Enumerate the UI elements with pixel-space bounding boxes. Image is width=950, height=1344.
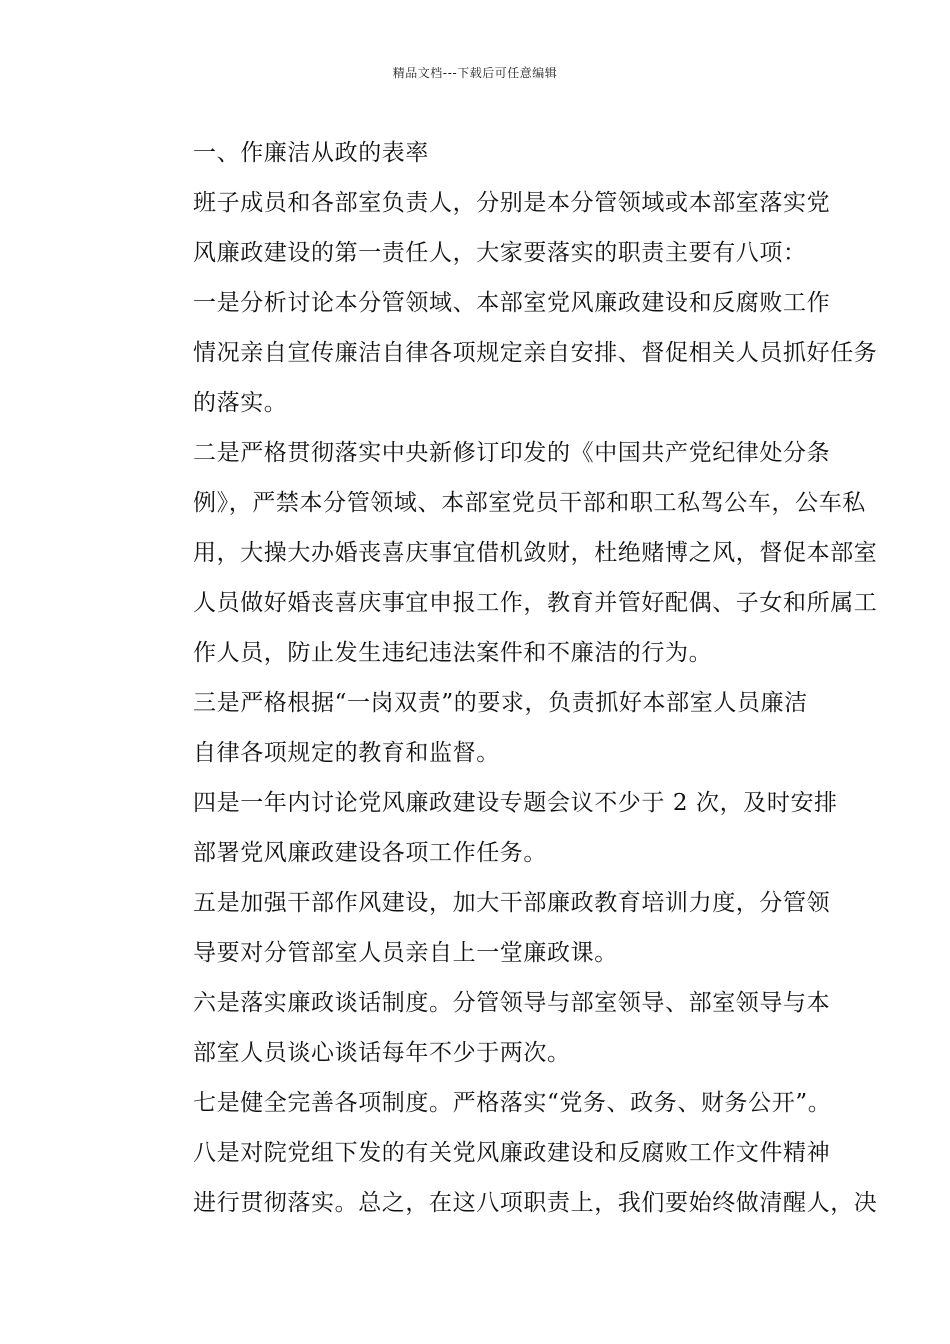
paragraph-duty-3: [147, 678, 807, 778]
text-line: 三是严格根据“一岗双责”的要求，负责抓好本部室人员廉洁: [193, 690, 808, 716]
text-line: 一、作廉洁从政的表率: [193, 140, 429, 166]
text-line: 一是分析讨论本分管领域、本部室党风廉政建设和反腐败工作: [193, 290, 831, 316]
section-heading: [147, 128, 807, 178]
paragraph-duty-4: [147, 778, 838, 878]
text-line: 四是一年内讨论党风廉政建设专题会议不少于 2 次，及时安排: [193, 790, 838, 816]
paragraph-duty-2: [147, 428, 878, 678]
text-line: 用，大操大办婚丧喜庆事宜借机敛财，杜绝赌博之风，督促本部室: [193, 540, 878, 566]
text-line: 班子成员和各部室负责人，分别是本分管领域或本部室落实党: [193, 190, 831, 216]
text-line: 自律各项规定的教育和监督。: [193, 740, 500, 766]
text-line: 七是健全完善各项制度。严格落实“党务、政务、财务公开”。: [193, 1090, 832, 1116]
text-line: 情况亲自宣传廉洁自律各项规定亲自安排、督促相关人员抓好任务: [193, 340, 878, 366]
text-line: 的落实。: [193, 390, 288, 416]
document-body: [147, 128, 878, 1228]
text-line: 人员做好婚丧喜庆事宜申报工作，教育并管好配偶、子女和所属工: [193, 590, 878, 616]
paragraph-duty-1: [147, 278, 878, 428]
text-line: 作人员，防止发生违纪违法案件和不廉洁的行为。: [193, 640, 713, 666]
text-line: 部室人员谈心谈话每年不少于两次。: [193, 1040, 571, 1066]
paragraph-intro: [147, 178, 831, 278]
text-line: 八是对院党组下发的有关党风廉政建设和反腐败工作文件精神: [193, 1140, 831, 1166]
text-line: 六是落实廉政谈话制度。分管领导与部室领导、部室领导与本: [193, 990, 831, 1016]
page-header: 精品文档---下载后可任意编辑: [392, 66, 558, 80]
paragraph-duty-7: [147, 1078, 832, 1128]
paragraph-duty-5: [147, 878, 831, 978]
text-line: 导要对分管部室人员亲自上一堂廉政课。: [193, 940, 618, 966]
paragraph-duty-8: [147, 1128, 878, 1228]
text-line: 风廉政建设的第一责任人，大家要落实的职责主要有八项：: [193, 240, 807, 266]
text-line: 二是严格贯彻落实中央新修订印发的《中国共产党纪律处分条: [193, 440, 831, 466]
text-line: 部署党风廉政建设各项工作任务。: [193, 840, 547, 866]
paragraph-duty-6: [147, 978, 831, 1078]
text-line: 进行贯彻落实。总之，在这八项职责上，我们要始终做清醒人，决: [193, 1190, 878, 1216]
text-line: 例》，严禁本分管领域、本部室党员干部和职工私驾公车，公车私: [193, 490, 866, 516]
text-line: 五是加强干部作风建设，加大干部廉政教育培训力度，分管领: [193, 890, 831, 916]
